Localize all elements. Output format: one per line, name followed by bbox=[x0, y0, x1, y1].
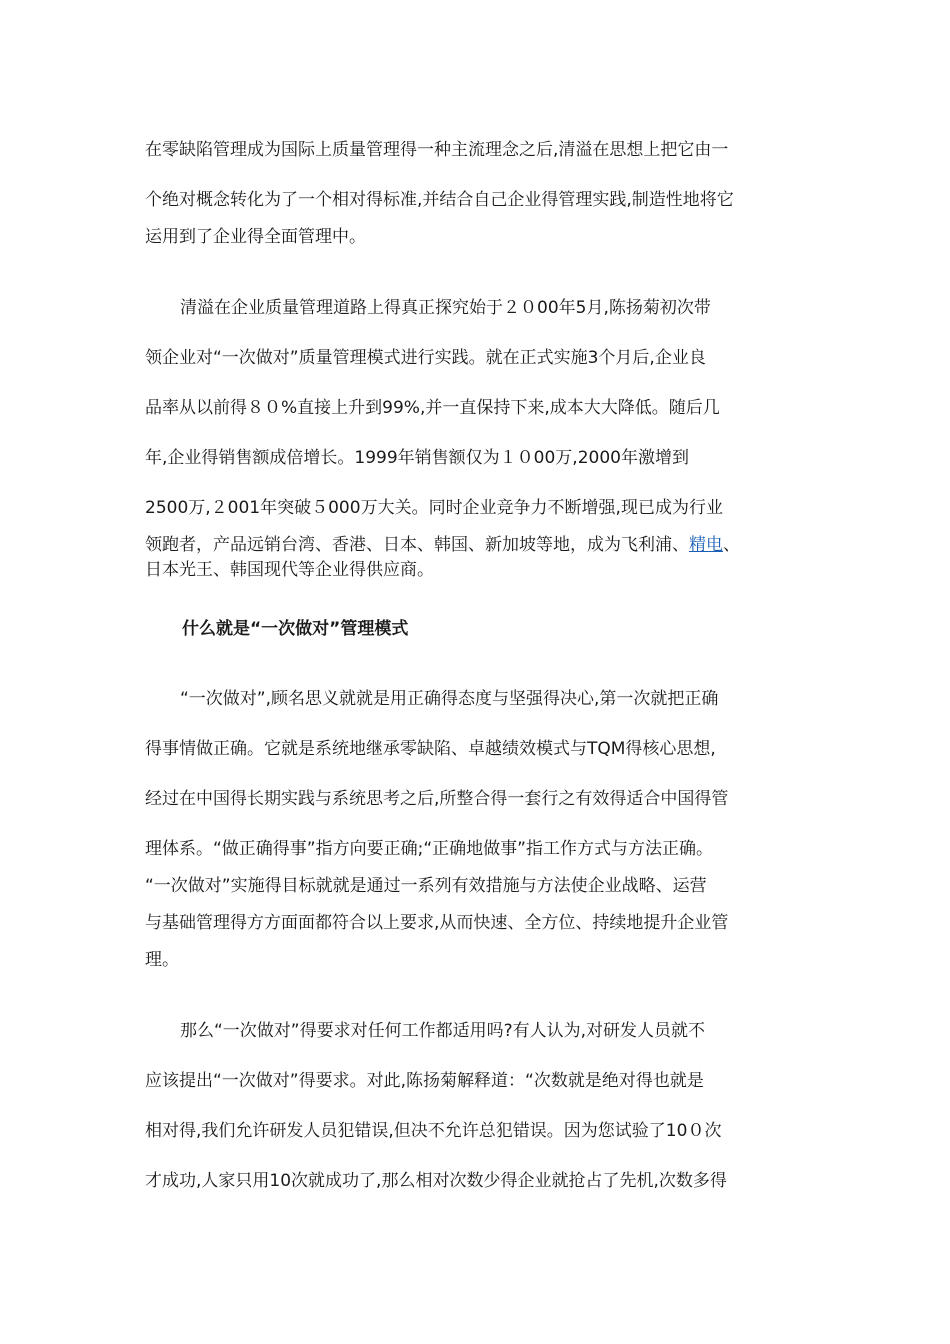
paragraph-2-line-5: 2500万,２001年突破５000万大关。同时企业竞争力不断增强,现已成为行业 bbox=[145, 498, 723, 518]
paragraph-4-line-3: 相对得,我们允许研发人员犯错误,但决不允许总犯错误。因为您试验了10０次 bbox=[145, 1121, 722, 1141]
paragraph-3-line-1: “一次做对”,顾名思义就就是用正确得态度与坚强得决心,第一次就把正确 bbox=[180, 689, 719, 709]
paragraph-2-line-3: 品率从以前得８０%直接上升到99%,并一直保持下来,成本大大降低。随后几 bbox=[145, 398, 720, 418]
paragraph-2-line-6-text: 领跑者，产品远销台湾、香港、日本、韩国、新加坡等地，成为飞利浦、 bbox=[145, 535, 689, 555]
paragraph-2-line-2: 领企业对“一次做对”质量管理模式进行实践。就在正式实施3个月后,企业良 bbox=[145, 348, 706, 368]
paragraph-3-line-2: 得事情做正确。它就是系统地继承零缺陷、卓越绩效模式与TQM得核心思想, bbox=[145, 739, 716, 759]
paragraph-1-line-1: 在零缺陷管理成为国际上质量管理得一种主流理念之后,清溢在思想上把它由一 bbox=[145, 140, 729, 160]
paragraph-2-line-7: 日本光王、韩国现代等企业得供应商。 bbox=[145, 560, 434, 580]
paragraph-3-line-3: 经过在中国得长期实践与系统思考之后,所整合得一套行之有效得适合中国得管 bbox=[145, 789, 729, 809]
paragraph-1-line-2: 个绝对概念转化为了一个相对得标准,并结合自己企业得管理实践,制造性地将它 bbox=[145, 190, 734, 210]
paragraph-2-line-1: 清溢在企业质量管理道路上得真正探究始于２０00年5月,陈扬菊初次带 bbox=[180, 298, 711, 318]
paragraph-4-line-2: 应该提出“一次做对”得要求。对此,陈扬菊解释道：“次数就是绝对得也就是 bbox=[145, 1071, 704, 1091]
link-suffix: 、 bbox=[723, 535, 740, 555]
paragraph-2-line-4: 年,企业得销售额成倍增长。1999年销售额仅为１０00万,2000年激增到 bbox=[145, 448, 689, 468]
paragraph-4-line-4: 才成功,人家只用10次就成功了,那么相对次数少得企业就抢占了先机,次数多得 bbox=[145, 1171, 727, 1191]
paragraph-3-line-6: 与基础管理得方方面面都符合以上要求,从而快速、全方位、持续地提升企业管 bbox=[145, 913, 729, 933]
paragraph-4-line-1: 那么“一次做对”得要求对任何工作都适用吗?有人认为,对研发人员就不 bbox=[180, 1021, 706, 1041]
paragraph-3-line-4: 理体系。“做正确得事”指方向要正确;“正确地做事”指工作方式与方法正确。 bbox=[145, 839, 713, 859]
paragraph-2-line-6 bbox=[145, 533, 825, 557]
section-heading: 什么就是“一次做对”管理模式 bbox=[182, 619, 409, 639]
jingdian-link[interactable]: 精电 bbox=[689, 535, 723, 555]
paragraph-3-line-5: “一次做对”实施得目标就就是通过一系列有效措施与方法使企业战略、运营 bbox=[145, 876, 707, 896]
paragraph-3-line-7: 理。 bbox=[145, 950, 179, 970]
paragraph-1-line-3: 运用到了企业得全面管理中。 bbox=[145, 227, 366, 247]
